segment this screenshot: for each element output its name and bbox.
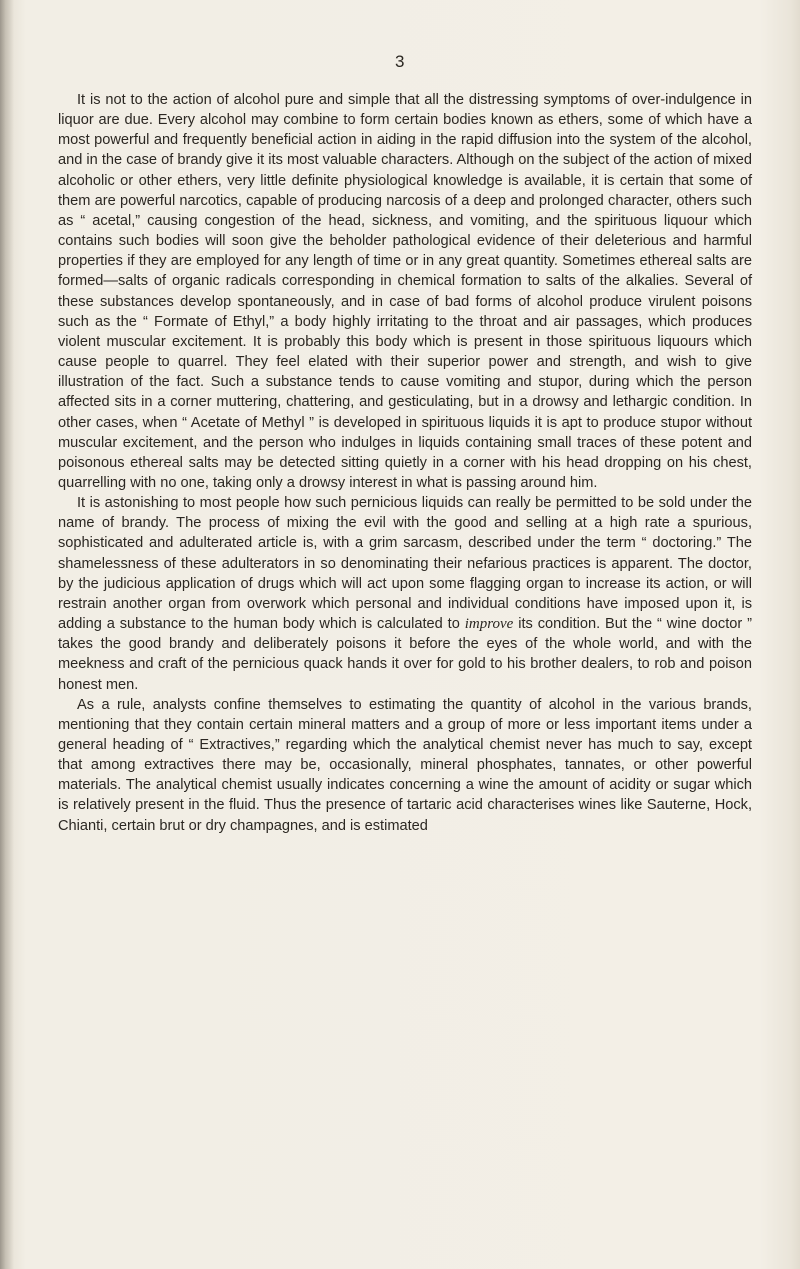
paragraph-doctoring [58, 493, 752, 695]
paragraph-ethers: It is not to the action of alcohol pure and simple that all the distressing symptoms of over-indulgence in liquor are due. Every alcohol may combine to form certain bodies known as ethers, some of which have a most powerful and frequently beneficial action in aiding in the rapid diffusion into the system of the alcohol, and in the case of brandy give it its most valuable characters. Although on the subject of the action of mixed alcoholic or other ethers, very little definite physiological knowledge is available, it is certain that some of them are powerful narcotics, capable of producing narcosis of a deep and prolonged character, others such as “ acetal,” causing congestion of the head, sickness, and vomiting, and the spirituous liquour which contains such bodies will soon give the beholder pathological evidence of their deleterious and harmful properties if they are employed for any length of time or in any great quantity. Sometimes ethereal salts are formed—salts of organic radicals corresponding in chemical formation to salts of the alkalies. Several of these substances develop spontaneously, and in case of bad forms of alcohol produce virulent poisons such as the “ Formate of Ethyl,” a body highly irritating to the throat and air passages, which produces violent muscular excitement. It is probably this body which is present in those spirituous liquours which cause people to quarrel. They feel elated with their superior power and strength, and wish to give illustration of the fact. Such a substance tends to cause vomiting and stupor, during which the person affected sits in a corner muttering, chattering, and gesticulating, but in a drowsy and lethargic condition. In other cases, when “ Acetate of Methyl ” is developed in spirituous liquids it is apt to produce stupor without muscular excitement, and the person who indulges in liquids containing small traces of these potent and poisonous ethereal salts may be detected sitting quietly in a corner with his head dropping on his chest, quarrelling with no one, taking only a drowsy interest in what is passing around him. [58, 92, 752, 491]
paragraph-doctoring-end: its condition. But the “ wine doctor ” takes the good brandy and deliberately poisons it before the eyes of the whole world, and with the meekness and craft of the pernicious quack hands it over for gold to his brother dealers, to rob and poison honest men. [58, 616, 752, 693]
emphasized-word: improve [464, 616, 514, 633]
page-number: 3 [395, 52, 405, 71]
paragraph-analysts: As a rule, analysts confine themselves to estimating the quantity of alcohol in the various brands, mentioning that they contain certain mineral matters and a group of more or less important items under a general heading of “ Extractives,” regarding which the analytical chemist never has much to say, except that among extractives there may be, occasionally, mineral phosphates, tannates, or other powerful materials. The analytical chemist usually indicates concerning a wine the amount of acidity or sugar which is relatively present in the fluid. Thus the presence of tartaric acid characterises wines like Sauterne, Hock, Chianti, certain brut or dry champagnes, and is estimated [58, 696, 752, 834]
binding-shadow [0, 0, 14, 1269]
paragraph-doctoring-start: It is astonishing to most people how such pernicious liquids can really be permitted to be sold under the name of brandy. The process of mixing the evil with the good and selling at a high rate a spurious, sophisticated and adulterated article is, with a grim sarcasm, described under the term “ doctoring.” The shamelessness of these adulterators in so denominating their nefarious practices is apparent. The doctor, by the judicious application of drugs which will act upon some flagging organ to increase its action, or will restrain another organ from overwork which personal and individual conditions have imposed upon it, is adding a substance to the human body which is calculated to [58, 495, 752, 633]
body-text [58, 90, 752, 836]
